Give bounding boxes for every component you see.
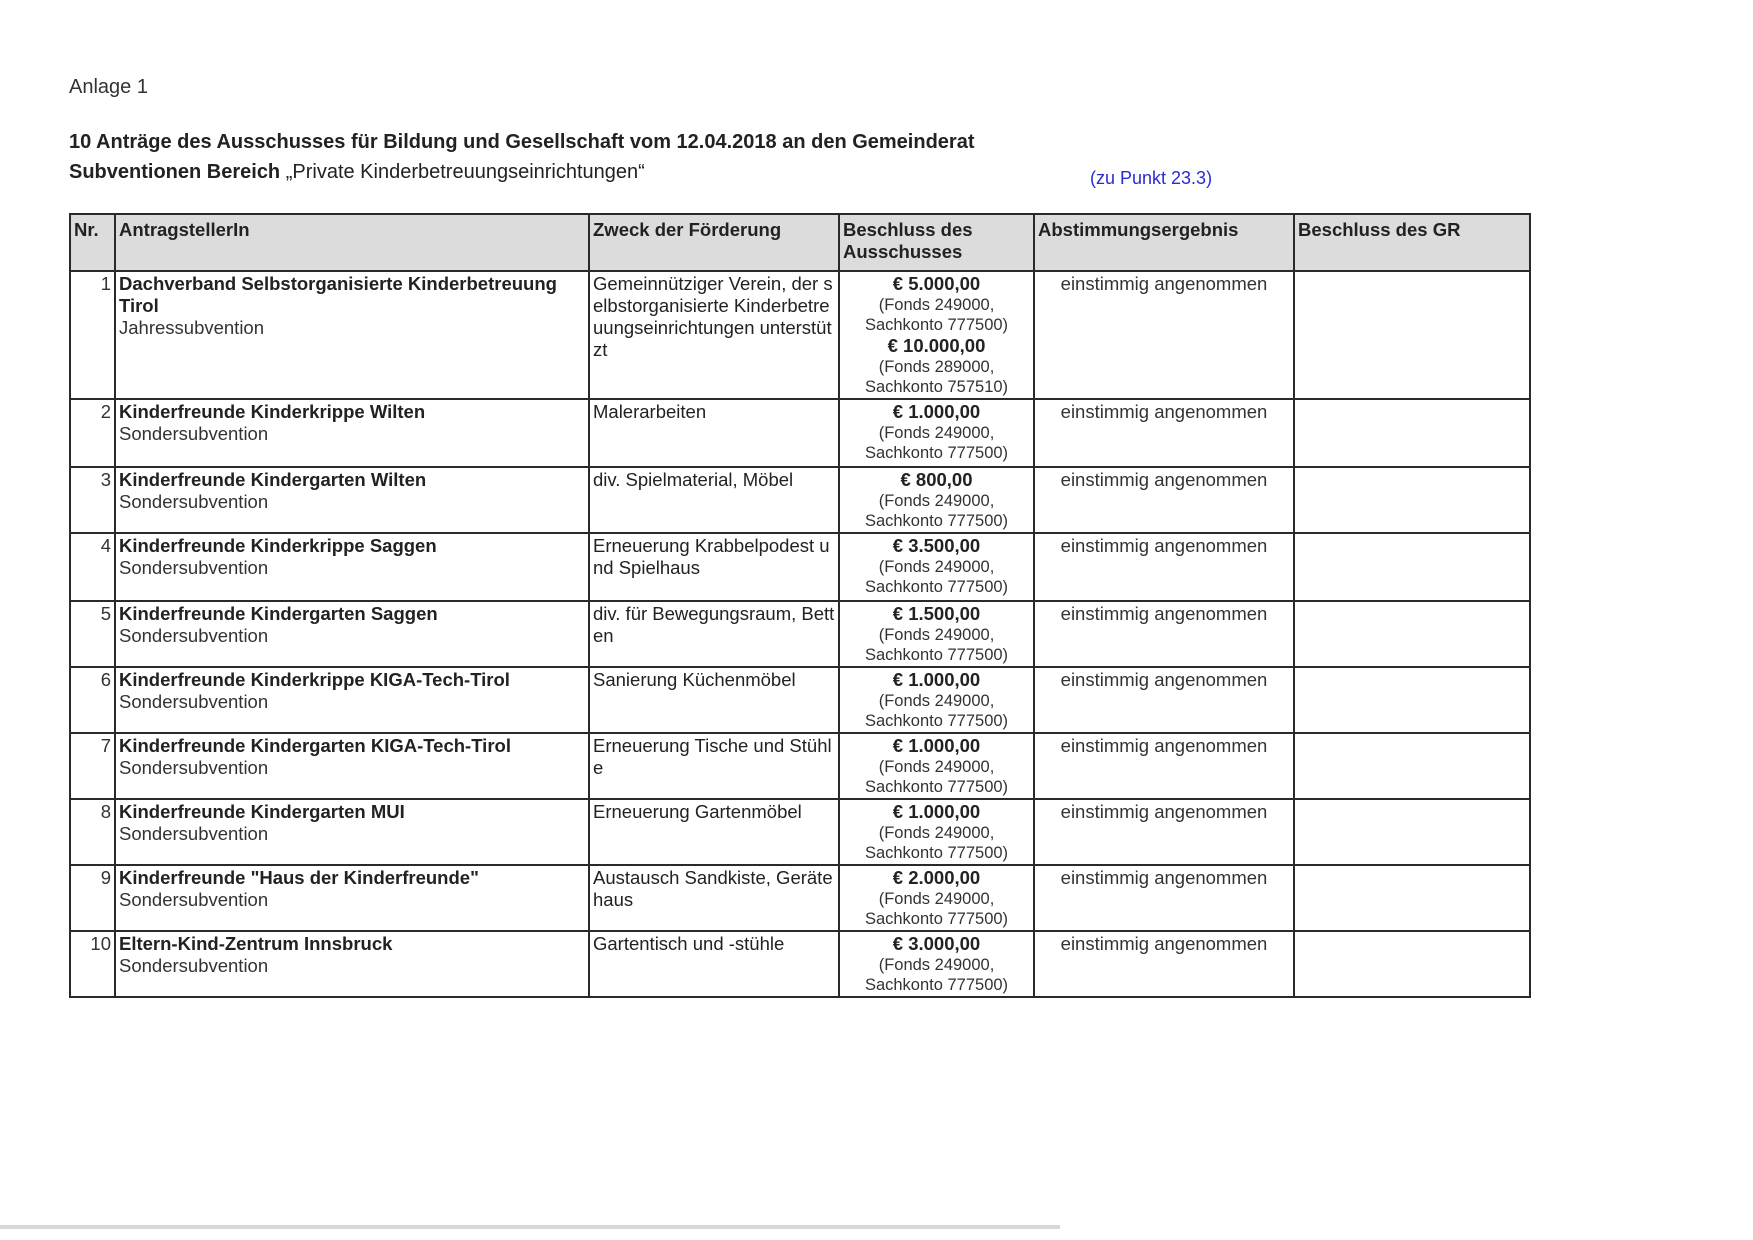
committee-decision-cell xyxy=(839,601,1034,667)
row-number: 3 xyxy=(70,467,115,533)
committee-decision-cell xyxy=(839,799,1034,865)
council-decision-cell xyxy=(1294,271,1530,399)
applicant-cell xyxy=(115,467,589,533)
applicant-cell xyxy=(115,799,589,865)
purpose-cell: Malerarbeiten xyxy=(589,399,839,467)
subtitle-rest: „Private Kinderbetreuungseinrichtungen“ xyxy=(280,161,645,183)
vote-result: einstimmig angenommen xyxy=(1034,733,1294,799)
row-number: 9 xyxy=(70,865,115,931)
purpose-cell: Gemeinnütziger Verein, der selbstorganisierte Kinderbetreuungseinrichtungen unterstützt xyxy=(589,271,839,399)
council-decision-cell xyxy=(1294,799,1530,865)
vote-result: einstimmig angenommen xyxy=(1034,467,1294,533)
committee-decision-cell xyxy=(839,733,1034,799)
scan-edge-line xyxy=(0,1225,1060,1229)
fund-account: (Fonds 249000, Sachkonto 777500) xyxy=(864,824,1009,862)
subsidy-amount: € 5.000,00 xyxy=(892,273,981,294)
column-header-beschluss-ausschuss: Beschluss des Ausschusses xyxy=(839,214,1034,271)
applicant-cell xyxy=(115,399,589,467)
vote-result: einstimmig angenommen xyxy=(1034,601,1294,667)
vote-result: einstimmig angenommen xyxy=(1034,865,1294,931)
committee-decision-cell xyxy=(839,467,1034,533)
subsidy-type: Sondersubvention xyxy=(119,823,269,844)
vote-result: einstimmig angenommen xyxy=(1034,931,1294,997)
table-row xyxy=(70,271,1530,399)
council-decision-cell xyxy=(1294,601,1530,667)
table-header-row xyxy=(70,214,1530,271)
applicant-cell xyxy=(115,533,589,601)
subsidy-amount: € 10.000,00 xyxy=(887,335,986,356)
applicant-name: Kinderfreunde Kinderkrippe KIGA-Tech-Tirol xyxy=(119,669,510,690)
column-header-abstimmung: Abstimmungsergebnis xyxy=(1034,214,1294,271)
subsidy-type: Sondersubvention xyxy=(119,889,269,910)
purpose-cell: Erneuerung Tische und Stühle xyxy=(589,733,839,799)
applicant-name: Kinderfreunde Kindergarten Saggen xyxy=(119,603,438,624)
vote-result: einstimmig angenommen xyxy=(1034,799,1294,865)
table-row xyxy=(70,865,1530,931)
fund-account: (Fonds 249000, Sachkonto 777500) xyxy=(864,890,1009,928)
row-number: 6 xyxy=(70,667,115,733)
council-decision-cell xyxy=(1294,931,1530,997)
subsidy-table xyxy=(69,213,1531,998)
fund-account: (Fonds 289000, Sachkonto 757510) xyxy=(864,358,1009,396)
fund-account: (Fonds 249000, Sachkonto 777500) xyxy=(864,296,1009,334)
council-decision-cell xyxy=(1294,533,1530,601)
subsidy-amount: € 800,00 xyxy=(900,469,973,490)
subsidy-type: Jahressubvention xyxy=(119,317,265,338)
document-title: 10 Anträge des Ausschusses für Bildung und Gesellschaft vom 12.04.2018 an den Gemeinderat xyxy=(69,131,975,153)
row-number: 5 xyxy=(70,601,115,667)
table-row xyxy=(70,733,1530,799)
fund-account: (Fonds 249000, Sachkonto 777500) xyxy=(864,692,1009,730)
row-number: 8 xyxy=(70,799,115,865)
column-header-beschluss-gr: Beschluss des GR xyxy=(1294,214,1530,271)
council-decision-cell xyxy=(1294,667,1530,733)
committee-decision-cell xyxy=(839,533,1034,601)
applicant-cell xyxy=(115,865,589,931)
purpose-cell: Gartentisch und -stühle xyxy=(589,931,839,997)
subtitle-bold: Subventionen Bereich xyxy=(69,161,281,183)
fund-account: (Fonds 249000, Sachkonto 777500) xyxy=(864,424,1009,462)
vote-result: einstimmig angenommen xyxy=(1034,271,1294,399)
fund-account: (Fonds 249000, Sachkonto 777500) xyxy=(864,492,1009,530)
purpose-cell: Erneuerung Krabbelpodest und Spielhaus xyxy=(589,533,839,601)
applicant-cell xyxy=(115,733,589,799)
applicant-name: Kinderfreunde Kinderkrippe Wilten xyxy=(119,401,426,422)
column-header-zweck: Zweck der Förderung xyxy=(589,214,839,271)
subsidy-amount: € 1.000,00 xyxy=(892,401,981,422)
row-number: 2 xyxy=(70,399,115,467)
applicant-name: Kinderfreunde Kinderkrippe Saggen xyxy=(119,535,437,556)
subsidy-amount: € 3.500,00 xyxy=(892,535,981,556)
row-number: 1 xyxy=(70,271,115,399)
subsidy-type: Sondersubvention xyxy=(119,423,269,444)
council-decision-cell xyxy=(1294,467,1530,533)
vote-result: einstimmig angenommen xyxy=(1034,533,1294,601)
table-row xyxy=(70,931,1530,997)
subsidy-amount: € 1.000,00 xyxy=(892,669,981,690)
purpose-cell: div. Spielmaterial, Möbel xyxy=(589,467,839,533)
applicant-name: Kinderfreunde Kindergarten Wilten xyxy=(119,469,427,490)
vote-result: einstimmig angenommen xyxy=(1034,399,1294,467)
purpose-cell: Sanierung Küchenmöbel xyxy=(589,667,839,733)
subsidy-type: Sondersubvention xyxy=(119,757,269,778)
applicant-name: Kinderfreunde Kindergarten KIGA-Tech-Tirol xyxy=(119,735,511,756)
document-subtitle xyxy=(69,161,645,184)
row-number: 4 xyxy=(70,533,115,601)
column-header-antragsteller: AntragstellerIn xyxy=(115,214,589,271)
fund-account: (Fonds 249000, Sachkonto 777500) xyxy=(864,758,1009,796)
row-number: 7 xyxy=(70,733,115,799)
subsidy-amount: € 1.500,00 xyxy=(892,603,981,624)
column-header-nr: Nr. xyxy=(70,214,115,271)
committee-decision-cell xyxy=(839,271,1034,399)
applicant-cell xyxy=(115,271,589,399)
fund-account: (Fonds 249000, Sachkonto 777500) xyxy=(864,626,1009,664)
agenda-reference: (zu Punkt 23.3) xyxy=(1090,168,1213,188)
subsidy-type: Sondersubvention xyxy=(119,955,269,976)
subsidy-amount: € 3.000,00 xyxy=(892,933,981,954)
purpose-cell: Erneuerung Gartenmöbel xyxy=(589,799,839,865)
applicant-name: Eltern-Kind-Zentrum Innsbruck xyxy=(119,933,393,954)
subsidy-type: Sondersubvention xyxy=(119,491,269,512)
applicant-cell xyxy=(115,931,589,997)
vote-result: einstimmig angenommen xyxy=(1034,667,1294,733)
committee-decision-cell xyxy=(839,865,1034,931)
subsidy-amount: € 1.000,00 xyxy=(892,801,981,822)
council-decision-cell xyxy=(1294,865,1530,931)
applicant-name: Kinderfreunde Kindergarten MUI xyxy=(119,801,405,822)
subsidy-type: Sondersubvention xyxy=(119,625,269,646)
council-decision-cell xyxy=(1294,399,1530,467)
subsidy-type: Sondersubvention xyxy=(119,557,269,578)
council-decision-cell xyxy=(1294,733,1530,799)
subsidy-amount: € 1.000,00 xyxy=(892,735,981,756)
table-row xyxy=(70,467,1530,533)
applicant-cell xyxy=(115,601,589,667)
fund-account: (Fonds 249000, Sachkonto 777500) xyxy=(864,956,1009,994)
row-number: 10 xyxy=(70,931,115,997)
table-row xyxy=(70,399,1530,467)
table-row xyxy=(70,533,1530,601)
purpose-cell: Austausch Sandkiste, Gerätehaus xyxy=(589,865,839,931)
table-row xyxy=(70,799,1530,865)
applicant-name: Kinderfreunde "Haus der Kinderfreunde" xyxy=(119,867,479,888)
purpose-cell: div. für Bewegungsraum, Betten xyxy=(589,601,839,667)
table-row xyxy=(70,667,1530,733)
applicant-cell xyxy=(115,667,589,733)
attachment-label: Anlage 1 xyxy=(69,76,148,98)
table-row xyxy=(70,601,1530,667)
committee-decision-cell xyxy=(839,667,1034,733)
subsidy-amount: € 2.000,00 xyxy=(892,867,981,888)
table-body xyxy=(70,271,1530,997)
fund-account: (Fonds 249000, Sachkonto 777500) xyxy=(864,558,1009,596)
subsidy-type: Sondersubvention xyxy=(119,691,269,712)
committee-decision-cell xyxy=(839,399,1034,467)
committee-decision-cell xyxy=(839,931,1034,997)
applicant-name: Dachverband Selbstorganisierte Kinderbetreuung Tirol xyxy=(119,273,557,316)
